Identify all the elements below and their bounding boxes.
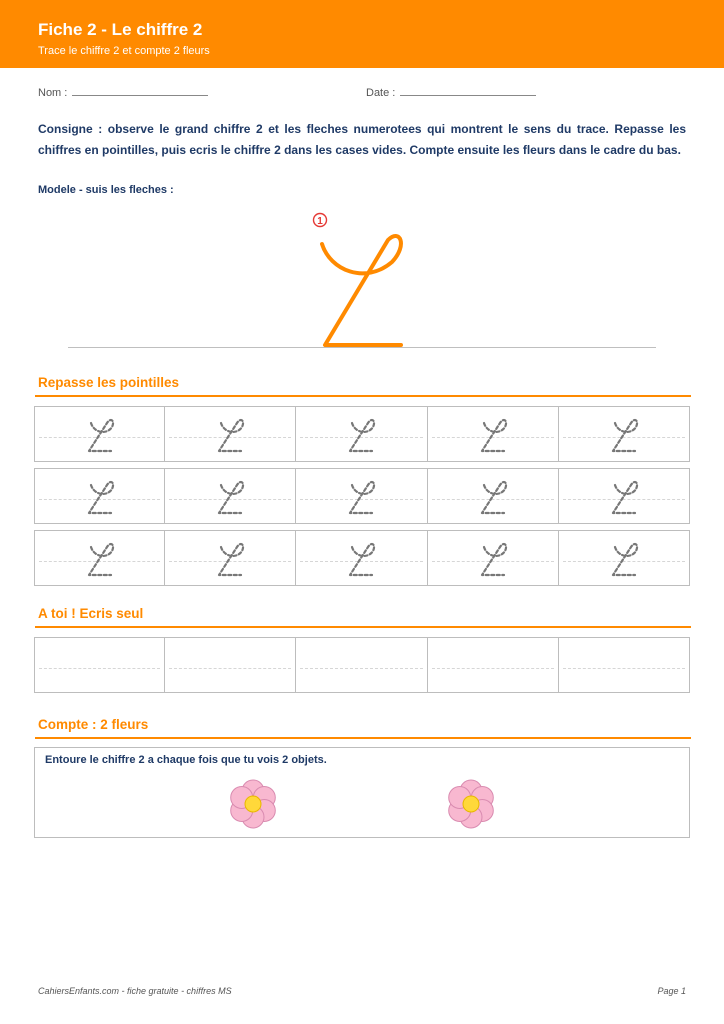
write-cell[interactable] bbox=[559, 637, 690, 693]
trace-section-title: Repasse les pointilles bbox=[38, 375, 180, 390]
date-line[interactable] bbox=[400, 86, 536, 96]
page-title: Fiche 2 - Le chiffre 2 bbox=[38, 20, 203, 39]
model-baseline bbox=[68, 347, 656, 348]
count-box bbox=[34, 747, 690, 838]
trace-cell[interactable] bbox=[559, 468, 690, 524]
page-header bbox=[0, 0, 724, 68]
count-section-rule bbox=[35, 737, 691, 739]
write-cell[interactable] bbox=[34, 637, 165, 693]
count-section-title: Compte : 2 fleurs bbox=[38, 717, 149, 732]
model-digit-figure bbox=[0, 205, 724, 350]
guide-line bbox=[39, 668, 160, 669]
trace-cell[interactable] bbox=[34, 468, 165, 524]
model-label: Modele - suis les fleches : bbox=[38, 184, 174, 196]
start-marker-number: 1 bbox=[317, 216, 323, 227]
name-line[interactable] bbox=[72, 86, 208, 96]
guide-line bbox=[432, 668, 554, 669]
name-label: Nom : bbox=[38, 87, 68, 99]
write-section-rule bbox=[35, 626, 691, 628]
footer-page-number: Page 1 bbox=[657, 986, 686, 996]
trace-section-rule bbox=[35, 395, 691, 397]
trace-cell[interactable] bbox=[559, 530, 690, 586]
write-row bbox=[34, 637, 690, 693]
footer-source: CahiersEnfants.com - fiche gratuite - chiffres MS bbox=[38, 986, 232, 996]
flower-icon bbox=[443, 778, 499, 837]
trace-cell[interactable] bbox=[428, 468, 559, 524]
trace-cell[interactable] bbox=[428, 530, 559, 586]
trace-cell[interactable] bbox=[34, 530, 165, 586]
date-field[interactable] bbox=[366, 86, 536, 99]
guide-line bbox=[563, 668, 685, 669]
trace-row bbox=[34, 468, 690, 524]
instruction-text: Consigne : observe le grand chiffre 2 et les fleches numerotees qui montrent le sens du trace. Repasse les chiffres en pointilles, puis ecris le chiffre 2 dans les cases vides. Compte ensuite les fleurs dans le cadre du bas. bbox=[38, 122, 686, 157]
trace-cell[interactable] bbox=[165, 530, 296, 586]
trace-cell[interactable] bbox=[428, 406, 559, 462]
trace-cell[interactable] bbox=[296, 530, 427, 586]
write-section-title: A toi ! Ecris seul bbox=[38, 606, 144, 621]
name-field[interactable] bbox=[38, 86, 208, 99]
trace-cell[interactable] bbox=[165, 468, 296, 524]
write-cell[interactable] bbox=[428, 637, 559, 693]
count-instruction: Entoure le chiffre 2 a chaque fois que tu vois 2 objets. bbox=[45, 754, 327, 766]
write-cell[interactable] bbox=[165, 637, 296, 693]
write-cell[interactable] bbox=[296, 637, 427, 693]
trace-cell[interactable] bbox=[559, 406, 690, 462]
trace-cell[interactable] bbox=[165, 406, 296, 462]
model-digit-two bbox=[322, 236, 401, 345]
trace-row bbox=[34, 406, 690, 462]
trace-cell[interactable] bbox=[296, 468, 427, 524]
trace-cell[interactable] bbox=[296, 406, 427, 462]
guide-line bbox=[169, 668, 291, 669]
page-subtitle: Trace le chiffre 2 et compte 2 fleurs bbox=[38, 45, 210, 57]
trace-cell[interactable] bbox=[34, 406, 165, 462]
trace-row bbox=[34, 530, 690, 586]
date-label: Date : bbox=[366, 87, 396, 99]
flower-icon bbox=[225, 778, 281, 837]
guide-line bbox=[300, 668, 422, 669]
